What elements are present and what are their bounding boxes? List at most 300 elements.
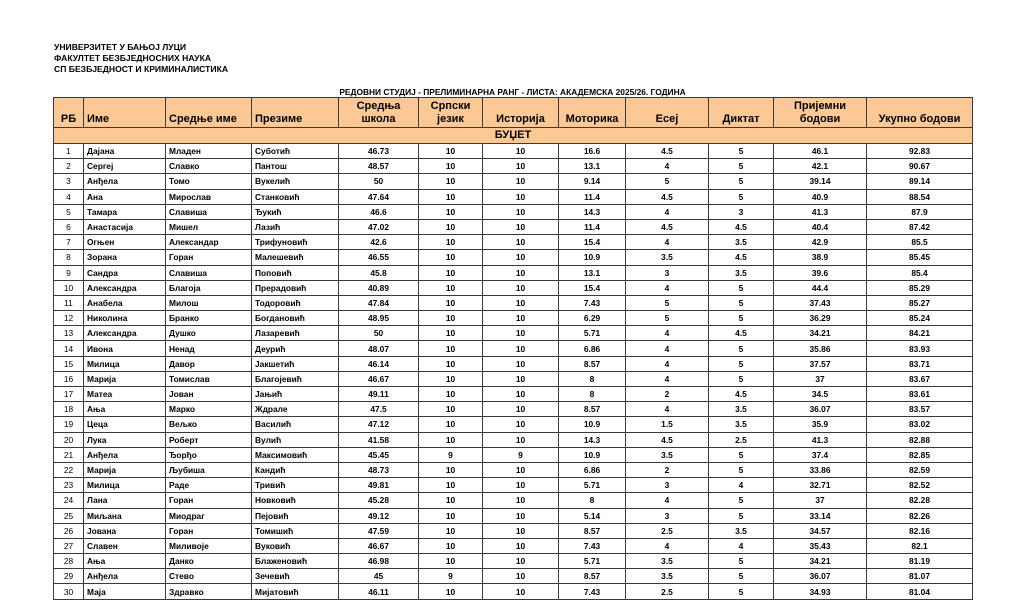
cell-rb: 12 xyxy=(54,311,84,326)
cell-rb: 9 xyxy=(54,265,84,280)
cell-ukupno-bodovi: 82.88 xyxy=(867,432,973,447)
col-header-ukupno-bodovi: Укупно бодови xyxy=(867,98,973,128)
cell-prijemni-bodovi: 36.07 xyxy=(774,569,867,584)
table-row xyxy=(54,523,973,538)
cell-prezime: Максимовић xyxy=(252,447,339,462)
cell-istorija: 10 xyxy=(483,174,559,189)
table-row xyxy=(54,584,973,599)
cell-srednja-skola: 45 xyxy=(339,569,419,584)
cell-diktat: 3.5 xyxy=(709,235,774,250)
col-header-prijemni-bodovi xyxy=(774,98,867,128)
cell-esej: 4 xyxy=(626,280,709,295)
cell-ime: Маја xyxy=(84,584,166,599)
cell-prezime: Јањић xyxy=(252,387,339,402)
cell-prijemni-bodovi: 35.43 xyxy=(774,538,867,553)
cell-istorija: 10 xyxy=(483,219,559,234)
cell-istorija: 10 xyxy=(483,311,559,326)
table-row xyxy=(54,554,973,569)
cell-istorija: 10 xyxy=(483,584,559,599)
cell-prijemni-bodovi: 37 xyxy=(774,371,867,386)
cell-motorika: 13.1 xyxy=(559,265,626,280)
cell-ukupno-bodovi: 82.52 xyxy=(867,478,973,493)
table-row xyxy=(54,387,973,402)
cell-prezime: Малешевић xyxy=(252,250,339,265)
cell-rb: 30 xyxy=(54,584,84,599)
cell-esej: 4 xyxy=(626,538,709,553)
cell-srpski-jezik: 10 xyxy=(419,235,483,250)
cell-ukupno-bodovi: 84.21 xyxy=(867,326,973,341)
table-row xyxy=(54,432,973,447)
cell-prezime: Новковић xyxy=(252,493,339,508)
cell-ime: Александра xyxy=(84,326,166,341)
cell-esej: 4 xyxy=(626,402,709,417)
cell-ukupno-bodovi: 85.24 xyxy=(867,311,973,326)
col-header-srpski-jezik xyxy=(419,98,483,128)
cell-istorija: 10 xyxy=(483,280,559,295)
table-row xyxy=(54,219,973,234)
cell-srpski-jezik: 10 xyxy=(419,432,483,447)
cell-ukupno-bodovi: 83.02 xyxy=(867,417,973,432)
cell-esej: 4.5 xyxy=(626,219,709,234)
institution-header xyxy=(54,42,228,75)
cell-srednje-ime: Здравко xyxy=(166,584,252,599)
col-header-esej: Есеј xyxy=(626,98,709,128)
table-row xyxy=(54,326,973,341)
cell-ukupno-bodovi: 82.16 xyxy=(867,523,973,538)
cell-rb: 27 xyxy=(54,538,84,553)
table-row xyxy=(54,417,973,432)
cell-srpski-jezik: 10 xyxy=(419,523,483,538)
cell-srpski-jezik: 10 xyxy=(419,189,483,204)
table-row xyxy=(54,280,973,295)
cell-srednje-ime: Мирослав xyxy=(166,189,252,204)
cell-istorija: 10 xyxy=(483,417,559,432)
cell-prijemni-bodovi: 34.21 xyxy=(774,554,867,569)
table-row xyxy=(54,174,973,189)
cell-srednja-skola: 48.73 xyxy=(339,462,419,477)
cell-diktat: 5 xyxy=(709,554,774,569)
cell-ime: Анђела xyxy=(84,569,166,584)
cell-srpski-jezik: 10 xyxy=(419,265,483,280)
table-row xyxy=(54,569,973,584)
cell-ime: Ивона xyxy=(84,341,166,356)
table-row xyxy=(54,493,973,508)
cell-rb: 11 xyxy=(54,295,84,310)
cell-ime: Николина xyxy=(84,311,166,326)
cell-ukupno-bodovi: 87.42 xyxy=(867,219,973,234)
cell-esej: 4 xyxy=(626,159,709,174)
cell-prezime: Суботић xyxy=(252,144,339,159)
table-row xyxy=(54,250,973,265)
table-row xyxy=(54,371,973,386)
cell-motorika: 7.43 xyxy=(559,538,626,553)
cell-motorika: 16.6 xyxy=(559,144,626,159)
cell-motorika: 5.71 xyxy=(559,478,626,493)
cell-srpski-jezik: 9 xyxy=(419,569,483,584)
cell-srednja-skola: 46.14 xyxy=(339,356,419,371)
cell-motorika: 10.9 xyxy=(559,417,626,432)
cell-rb: 26 xyxy=(54,523,84,538)
cell-ukupno-bodovi: 85.45 xyxy=(867,250,973,265)
cell-srpski-jezik: 10 xyxy=(419,371,483,386)
cell-srednje-ime: Миливоје xyxy=(166,538,252,553)
cell-diktat: 4.5 xyxy=(709,387,774,402)
table-row xyxy=(54,341,973,356)
col-header-srednja-skola xyxy=(339,98,419,128)
cell-motorika: 15.4 xyxy=(559,235,626,250)
cell-diktat: 5 xyxy=(709,356,774,371)
cell-rb: 19 xyxy=(54,417,84,432)
col-header-prijemni-line1: Пријемни xyxy=(794,100,846,112)
cell-srpski-jezik: 10 xyxy=(419,144,483,159)
cell-srednje-ime: Раде xyxy=(166,478,252,493)
cell-diktat: 4.5 xyxy=(709,326,774,341)
cell-prezime: Вукелић xyxy=(252,174,339,189)
cell-rb: 28 xyxy=(54,554,84,569)
cell-prijemni-bodovi: 37.43 xyxy=(774,295,867,310)
col-header-ime: Име xyxy=(84,98,166,128)
col-header-rb: РБ xyxy=(54,98,84,128)
cell-esej: 4 xyxy=(626,493,709,508)
cell-prijemni-bodovi: 36.29 xyxy=(774,311,867,326)
cell-diktat: 3.5 xyxy=(709,523,774,538)
cell-srednje-ime: Горан xyxy=(166,523,252,538)
cell-diktat: 5 xyxy=(709,159,774,174)
cell-istorija: 10 xyxy=(483,235,559,250)
table-row xyxy=(54,189,973,204)
cell-srednja-skola: 48.07 xyxy=(339,341,419,356)
cell-prijemni-bodovi: 34.57 xyxy=(774,523,867,538)
cell-ime: Лука xyxy=(84,432,166,447)
cell-ukupno-bodovi: 92.83 xyxy=(867,144,973,159)
cell-diktat: 5 xyxy=(709,493,774,508)
cell-srednja-skola: 41.58 xyxy=(339,432,419,447)
cell-prezime: Ђукић xyxy=(252,204,339,219)
cell-prijemni-bodovi: 33.86 xyxy=(774,462,867,477)
cell-srednja-skola: 47.02 xyxy=(339,219,419,234)
cell-srpski-jezik: 10 xyxy=(419,280,483,295)
cell-prezime: Трифуновић xyxy=(252,235,339,250)
cell-prezime: Василић xyxy=(252,417,339,432)
col-header-diktat: Диктат xyxy=(709,98,774,128)
cell-prijemni-bodovi: 32.71 xyxy=(774,478,867,493)
cell-rb: 22 xyxy=(54,462,84,477)
table-row xyxy=(54,462,973,477)
cell-diktat: 5 xyxy=(709,295,774,310)
cell-srednje-ime: Славиша xyxy=(166,204,252,219)
cell-ime: Славен xyxy=(84,538,166,553)
cell-srednje-ime: Роберт xyxy=(166,432,252,447)
cell-ime: Александра xyxy=(84,280,166,295)
cell-ukupno-bodovi: 87.9 xyxy=(867,204,973,219)
cell-esej: 2.5 xyxy=(626,584,709,599)
table-row xyxy=(54,265,973,280)
cell-esej: 5 xyxy=(626,174,709,189)
cell-esej: 1.5 xyxy=(626,417,709,432)
cell-ukupno-bodovi: 83.67 xyxy=(867,371,973,386)
cell-srednje-ime: Горан xyxy=(166,493,252,508)
cell-ukupno-bodovi: 82.26 xyxy=(867,508,973,523)
col-header-srednje-ime: Средње име xyxy=(166,98,252,128)
cell-motorika: 9.14 xyxy=(559,174,626,189)
cell-rb: 4 xyxy=(54,189,84,204)
cell-srednje-ime: Ђорђо xyxy=(166,447,252,462)
cell-srpski-jezik: 10 xyxy=(419,295,483,310)
cell-srednja-skola: 49.81 xyxy=(339,478,419,493)
table-row xyxy=(54,538,973,553)
cell-diktat: 5 xyxy=(709,280,774,295)
cell-srpski-jezik: 10 xyxy=(419,356,483,371)
cell-rb: 14 xyxy=(54,341,84,356)
cell-prezime: Лазић xyxy=(252,219,339,234)
cell-prezime: Лазаревић xyxy=(252,326,339,341)
cell-istorija: 10 xyxy=(483,204,559,219)
cell-esej: 3.5 xyxy=(626,250,709,265)
cell-prezime: Пејовић xyxy=(252,508,339,523)
cell-istorija: 10 xyxy=(483,387,559,402)
cell-istorija: 10 xyxy=(483,432,559,447)
cell-prijemni-bodovi: 44.4 xyxy=(774,280,867,295)
section-label: БУЏЕТ xyxy=(54,128,973,144)
cell-istorija: 10 xyxy=(483,159,559,174)
cell-diktat: 5 xyxy=(709,174,774,189)
table-row xyxy=(54,311,973,326)
cell-istorija: 10 xyxy=(483,341,559,356)
cell-esej: 3.5 xyxy=(626,554,709,569)
cell-ukupno-bodovi: 82.28 xyxy=(867,493,973,508)
cell-ukupno-bodovi: 83.71 xyxy=(867,356,973,371)
cell-prezime: Пантош xyxy=(252,159,339,174)
cell-diktat: 5 xyxy=(709,584,774,599)
cell-ime: Анђела xyxy=(84,174,166,189)
cell-prijemni-bodovi: 35.9 xyxy=(774,417,867,432)
cell-srednje-ime: Миодраг xyxy=(166,508,252,523)
cell-srednje-ime: Горан xyxy=(166,250,252,265)
document-title: РЕДОВНИ СТУДИЈ - ПРЕЛИМИНАРНА РАНГ - ЛИСТА: АКАДЕМСКА 2025/26. ГОДИНА xyxy=(339,87,686,97)
cell-istorija: 10 xyxy=(483,462,559,477)
cell-ukupno-bodovi: 85.4 xyxy=(867,265,973,280)
table-row xyxy=(54,508,973,523)
cell-motorika: 5.71 xyxy=(559,554,626,569)
cell-esej: 4.5 xyxy=(626,144,709,159)
cell-srpski-jezik: 10 xyxy=(419,462,483,477)
cell-diktat: 3.5 xyxy=(709,402,774,417)
cell-ime: Тамара xyxy=(84,204,166,219)
cell-prezime: Станковић xyxy=(252,189,339,204)
cell-rb: 23 xyxy=(54,478,84,493)
cell-istorija: 10 xyxy=(483,189,559,204)
cell-rb: 17 xyxy=(54,387,84,402)
cell-prezime: Зечевић xyxy=(252,569,339,584)
cell-srednja-skola: 45.28 xyxy=(339,493,419,508)
cell-srednja-skola: 48.57 xyxy=(339,159,419,174)
cell-diktat: 4 xyxy=(709,478,774,493)
cell-istorija: 10 xyxy=(483,295,559,310)
cell-srednje-ime: Данко xyxy=(166,554,252,569)
cell-ime: Сергеј xyxy=(84,159,166,174)
cell-ime: Анђела xyxy=(84,447,166,462)
cell-ukupno-bodovi: 89.14 xyxy=(867,174,973,189)
cell-ukupno-bodovi: 81.07 xyxy=(867,569,973,584)
cell-ukupno-bodovi: 83.93 xyxy=(867,341,973,356)
cell-rb: 24 xyxy=(54,493,84,508)
cell-esej: 3 xyxy=(626,478,709,493)
cell-srednja-skola: 48.95 xyxy=(339,311,419,326)
cell-srpski-jezik: 10 xyxy=(419,250,483,265)
cell-istorija: 10 xyxy=(483,326,559,341)
col-header-istorija: Историја xyxy=(483,98,559,128)
cell-srednje-ime: Вељко xyxy=(166,417,252,432)
cell-motorika: 5.71 xyxy=(559,326,626,341)
cell-istorija: 10 xyxy=(483,554,559,569)
cell-rb: 6 xyxy=(54,219,84,234)
cell-srednja-skola: 45.45 xyxy=(339,447,419,462)
cell-diktat: 3.5 xyxy=(709,265,774,280)
cell-esej: 2 xyxy=(626,462,709,477)
cell-ime: Матеа xyxy=(84,387,166,402)
cell-rb: 2 xyxy=(54,159,84,174)
table-row xyxy=(54,159,973,174)
cell-rb: 10 xyxy=(54,280,84,295)
cell-srpski-jezik: 10 xyxy=(419,493,483,508)
cell-diktat: 3 xyxy=(709,204,774,219)
cell-srednja-skola: 47.12 xyxy=(339,417,419,432)
cell-srednje-ime: Благоја xyxy=(166,280,252,295)
cell-diktat: 5 xyxy=(709,569,774,584)
cell-srpski-jezik: 10 xyxy=(419,174,483,189)
cell-rb: 20 xyxy=(54,432,84,447)
cell-srednje-ime: Славиша xyxy=(166,265,252,280)
cell-esej: 4.5 xyxy=(626,432,709,447)
cell-istorija: 10 xyxy=(483,265,559,280)
cell-ime: Сандра xyxy=(84,265,166,280)
cell-srednja-skola: 50 xyxy=(339,326,419,341)
cell-srednja-skola: 47.5 xyxy=(339,402,419,417)
cell-ime: Анабела xyxy=(84,295,166,310)
cell-prijemni-bodovi: 35.86 xyxy=(774,341,867,356)
col-header-srpski-line1: Српски xyxy=(430,100,471,112)
study-program-name: СП БЕЗБЈЕДНОСТ И КРИМИНАЛИСТИКА xyxy=(54,64,229,74)
cell-srednja-skola: 49.12 xyxy=(339,508,419,523)
cell-motorika: 6.86 xyxy=(559,341,626,356)
table-row xyxy=(54,402,973,417)
cell-motorika: 7.43 xyxy=(559,584,626,599)
cell-motorika: 10.9 xyxy=(559,250,626,265)
cell-srednja-skola: 47.64 xyxy=(339,189,419,204)
cell-ukupno-bodovi: 90.67 xyxy=(867,159,973,174)
cell-prezime: Блаженовић xyxy=(252,554,339,569)
cell-ukupno-bodovi: 85.27 xyxy=(867,295,973,310)
cell-prijemni-bodovi: 46.1 xyxy=(774,144,867,159)
cell-ukupno-bodovi: 82.59 xyxy=(867,462,973,477)
cell-prezime: Поповић xyxy=(252,265,339,280)
col-header-srpski-line2: језик xyxy=(437,113,464,125)
cell-ime: Дајана xyxy=(84,144,166,159)
cell-srednja-skola: 46.6 xyxy=(339,204,419,219)
cell-prezime: Благојевић xyxy=(252,371,339,386)
cell-ukupno-bodovi: 85.29 xyxy=(867,280,973,295)
cell-motorika: 8.57 xyxy=(559,356,626,371)
cell-esej: 4 xyxy=(626,341,709,356)
cell-srpski-jezik: 10 xyxy=(419,584,483,599)
cell-diktat: 5 xyxy=(709,341,774,356)
cell-istorija: 10 xyxy=(483,250,559,265)
cell-ime: Ања xyxy=(84,402,166,417)
col-header-srednja-skola-line2: школа xyxy=(361,113,396,125)
cell-esej: 2.5 xyxy=(626,523,709,538)
cell-ime: Огњен xyxy=(84,235,166,250)
cell-ukupno-bodovi: 81.19 xyxy=(867,554,973,569)
cell-ukupno-bodovi: 82.1 xyxy=(867,538,973,553)
cell-rb: 3 xyxy=(54,174,84,189)
table-row xyxy=(54,204,973,219)
cell-motorika: 5.14 xyxy=(559,508,626,523)
cell-srednje-ime: Младен xyxy=(166,144,252,159)
cell-istorija: 10 xyxy=(483,508,559,523)
cell-ukupno-bodovi: 81.04 xyxy=(867,584,973,599)
cell-diktat: 5 xyxy=(709,508,774,523)
table-row xyxy=(54,295,973,310)
section-row-budzet xyxy=(54,128,973,144)
table-row xyxy=(54,447,973,462)
col-header-motorika: Моторика xyxy=(559,98,626,128)
cell-prezime: Вуковић xyxy=(252,538,339,553)
cell-ukupno-bodovi: 83.57 xyxy=(867,402,973,417)
cell-prijemni-bodovi: 41.3 xyxy=(774,204,867,219)
cell-motorika: 11.4 xyxy=(559,219,626,234)
cell-prijemni-bodovi: 41.3 xyxy=(774,432,867,447)
cell-prezime: Кандић xyxy=(252,462,339,477)
cell-prijemni-bodovi: 42.1 xyxy=(774,159,867,174)
cell-esej: 5 xyxy=(626,311,709,326)
cell-srednje-ime: Ненад xyxy=(166,341,252,356)
cell-prijemni-bodovi: 38.9 xyxy=(774,250,867,265)
cell-srpski-jezik: 9 xyxy=(419,447,483,462)
cell-motorika: 14.3 xyxy=(559,432,626,447)
cell-ukupno-bodovi: 85.5 xyxy=(867,235,973,250)
cell-srpski-jezik: 10 xyxy=(419,159,483,174)
cell-diktat: 4.5 xyxy=(709,250,774,265)
cell-esej: 4 xyxy=(626,326,709,341)
cell-srpski-jezik: 10 xyxy=(419,204,483,219)
cell-esej: 3 xyxy=(626,265,709,280)
cell-rb: 15 xyxy=(54,356,84,371)
cell-motorika: 8.57 xyxy=(559,402,626,417)
cell-srpski-jezik: 10 xyxy=(419,387,483,402)
cell-motorika: 8.57 xyxy=(559,523,626,538)
cell-ime: Ана xyxy=(84,189,166,204)
cell-prijemni-bodovi: 39.6 xyxy=(774,265,867,280)
cell-ime: Зорана xyxy=(84,250,166,265)
cell-esej: 4 xyxy=(626,356,709,371)
cell-diktat: 5 xyxy=(709,189,774,204)
cell-prezime: Јакшетић xyxy=(252,356,339,371)
cell-motorika: 8 xyxy=(559,387,626,402)
table-row xyxy=(54,356,973,371)
cell-prijemni-bodovi: 36.07 xyxy=(774,402,867,417)
cell-ime: Миљана xyxy=(84,508,166,523)
table-row xyxy=(54,144,973,159)
cell-istorija: 10 xyxy=(483,538,559,553)
cell-rb: 21 xyxy=(54,447,84,462)
cell-esej: 4 xyxy=(626,235,709,250)
cell-ime: Марија xyxy=(84,371,166,386)
cell-esej: 4 xyxy=(626,204,709,219)
cell-motorika: 7.43 xyxy=(559,295,626,310)
cell-rb: 5 xyxy=(54,204,84,219)
cell-srednje-ime: Милош xyxy=(166,295,252,310)
cell-ukupno-bodovi: 83.61 xyxy=(867,387,973,402)
